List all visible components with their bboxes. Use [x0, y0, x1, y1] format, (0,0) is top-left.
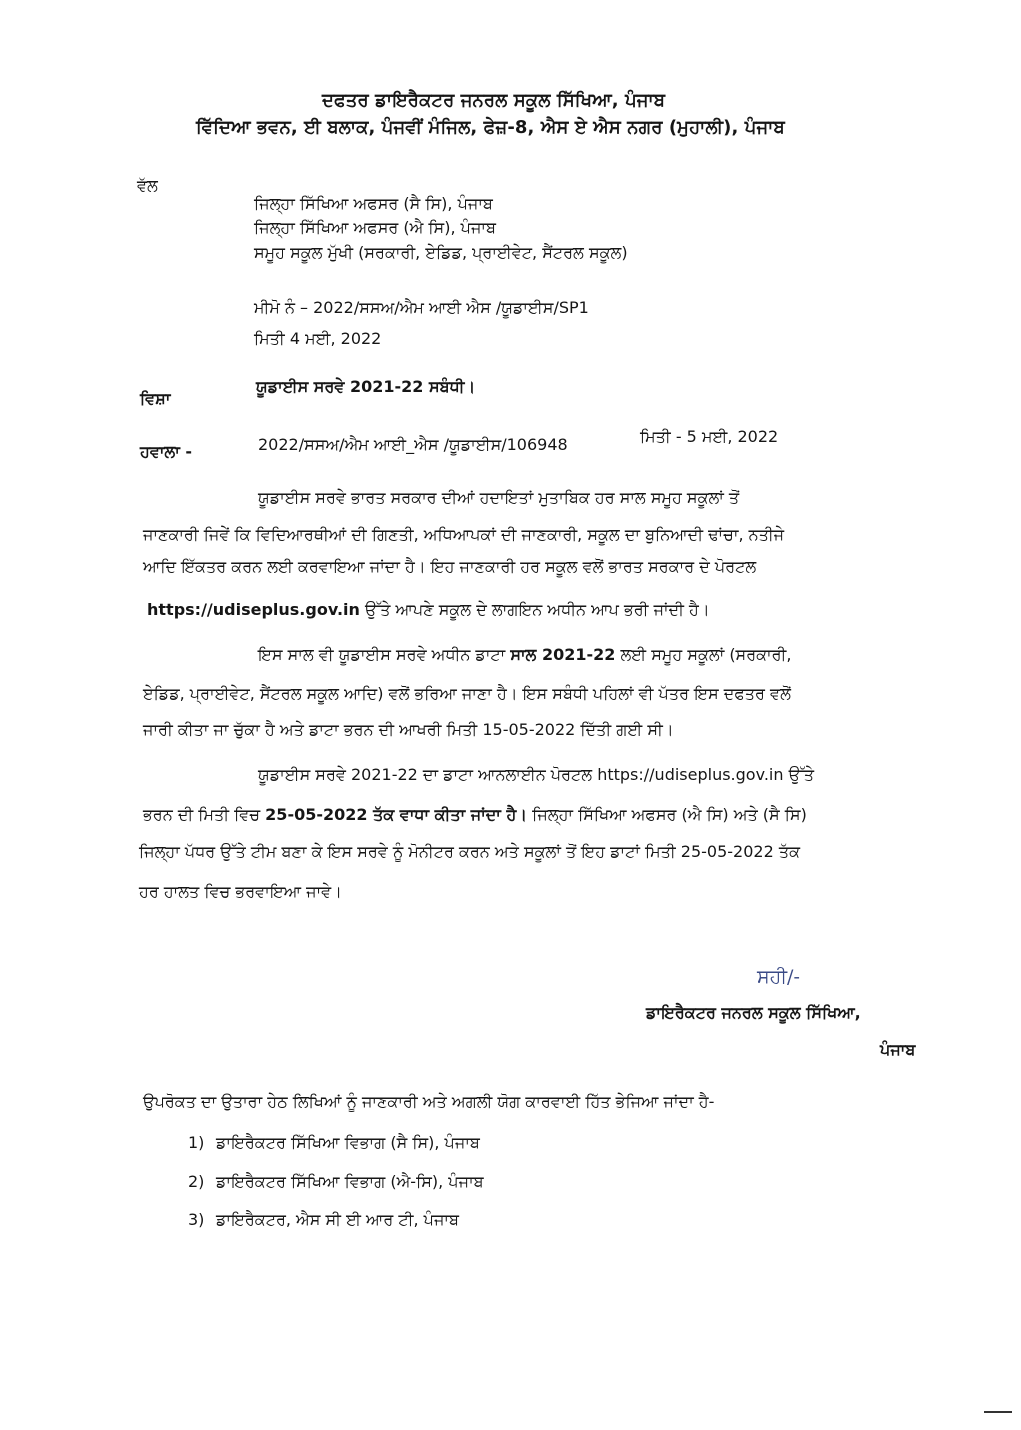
signatory-state: ਪੰਜਾਬ — [880, 1040, 916, 1059]
list-text: ਡਾਇਰੈਕਟਰ ਸਿੱਖਿਆ ਵਿਭਾਗ (ਸੈ ਸਿ), ਪੰਜਾਬ — [216, 1133, 480, 1152]
paragraph-3-text: ਭਰਨ ਦੀ ਮਿਤੀ ਵਿਚ — [143, 805, 266, 824]
recipient-line: ਜਿਲ੍ਹਾ ਸਿੱਖਿਆ ਅਫਸਰ (ਸੈ ਸਿ), ਪੰਜਾਬ — [254, 194, 493, 213]
paragraph-2-line — [258, 645, 791, 665]
copy-intro: ਉਪਰੋਕਤ ਦਾ ਉਤਾਰਾ ਹੇਠ ਲਿਖਿਆਂ ਨੂੰ ਜਾਣਕਾਰੀ ਅਤੇ ਅਗਲੀ ਯੋਗ ਕਾਰਵਾਈ ਹਿੱਤ ਭੇਜਿਆ ਜਾਂਦਾ ਹੈ- — [143, 1092, 715, 1111]
office-address: ਵਿੱਦਿਆ ਭਵਨ, ਈ ਬਲਾਕ, ਪੰਜਵੀਂ ਮੰਜਿਲ, ਫੇਜ਼-8, ਐਸ ਏ ਐਸ ਨਗਰ (ਮੁਹਾਲੀ), ਪੰਜਾਬ — [196, 117, 785, 138]
memo-date: ਮਿਤੀ 4 ਮਈ, 2022 — [254, 329, 382, 348]
memo-number: ਮੀਮੋ ਨੰ – 2022/ਸਸਅ/ਐਮ ਆਈ ਐਸ /ਯੂਡਾਈਸ/SP1 — [254, 298, 589, 317]
signature-mark: ਸਹੀ/- — [757, 966, 800, 988]
reference-date: ਮਿਤੀ - 5 ਮਈ, 2022 — [640, 427, 779, 446]
list-item — [188, 1172, 484, 1192]
portal-url: https://udiseplus.gov.in — [147, 600, 360, 619]
paragraph-2-text: ਇਸ ਸਾਲ ਵੀ ਯੂਡਾਈਸ ਸਰਵੇ ਅਧੀਨ ਡਾਟਾ — [258, 645, 511, 664]
paragraph-3-line — [143, 805, 807, 825]
list-text: ਡਾਇਰੈਕਟਰ, ਐਸ ਸੀ ਈ ਆਰ ਟੀ, ਪੰਜਾਬ — [216, 1210, 459, 1229]
scan-artifact-line — [984, 1411, 1012, 1413]
office-title: ਦਫਤਰ ਡਾਇਰੈਕਟਰ ਜਨਰਲ ਸਕੂਲ ਸਿੱਖਿਆ, ਪੰਜਾਬ — [322, 90, 666, 111]
list-number: 1) — [188, 1133, 205, 1152]
list-number: 2) — [188, 1172, 205, 1191]
paragraph-2-text: ਲਈ ਸਮੂਹ ਸਕੂਲਾਂ (ਸਰਕਾਰੀ, — [615, 645, 792, 664]
paragraph-3-line: ਜਿਲ੍ਹਾ ਪੱਧਰ ਉੱਤੇ ਟੀਮ ਬਣਾ ਕੇ ਇਸ ਸਰਵੇ ਨੂੰ ਮੋਨੀਟਰ ਕਰਨ ਅਤੇ ਸਕੂਲਾਂ ਤੋਂ ਇਹ ਡਾਟਾਂ ਮਿਤੀ 25-05-2022 ਤੱਕ — [139, 842, 801, 861]
paragraph-3-line: ਯੂਡਾਈਸ ਸਰਵੇ 2021-22 ਦਾ ਡਾਟਾ ਆਨਲਾਈਨ ਪੋਰਟਲ https://udiseplus.gov.in ਉੱਤੇ — [258, 765, 814, 784]
recipient-line: ਸਮੂਹ ਸਕੂਲ ਮੁੱਖੀ (ਸਰਕਾਰੀ, ਏਡਿਡ, ਪ੍ਰਾਈਵੇਟ, ਸੈਂਟਰਲ ਸਕੂਲ) — [254, 243, 628, 262]
signatory-title: ਡਾਇਰੈਕਟਰ ਜਨਰਲ ਸਕੂਲ ਸਿੱਖਿਆ, — [646, 1003, 861, 1022]
paragraph-3-text: ਜਿਲ੍ਹਾ ਸਿੱਖਿਆ ਅਫਸਰ (ਐ ਸਿ) ਅਤੇ (ਸੈ ਸਿ) — [527, 805, 807, 824]
paragraph-1-line: ਯੂਡਾਈਸ ਸਰਵੇ ਭਾਰਤ ਸਰਕਾਰ ਦੀਆਂ ਹਦਾਇਤਾਂ ਮੁਤਾਬਿਕ ਹਰ ਸਾਲ ਸਮੂਹ ਸਕੂਲਾਂ ਤੋਂ — [258, 488, 740, 507]
list-item — [188, 1133, 480, 1153]
paragraph-3-deadline: 25-05-2022 ਤੱਕ ਵਾਧਾ ਕੀਤਾ ਜਾਂਦਾ ਹੈ। — [265, 805, 528, 824]
paragraph-2-year: ਸਾਲ 2021-22 — [510, 645, 616, 664]
paragraph-3-line: ਹਰ ਹਾਲਤ ਵਿਚ ਭਰਵਾਇਆ ਜਾਵੇ। — [139, 882, 342, 901]
recipient-line: ਜਿਲ੍ਹਾ ਸਿੱਖਿਆ ਅਫਸਰ (ਐ ਸਿ), ਪੰਜਾਬ — [254, 218, 496, 237]
list-text: ਡਾਇਰੈਕਟਰ ਸਿੱਖਿਆ ਵਿਭਾਗ (ਐ-ਸਿ), ਪੰਜਾਬ — [216, 1172, 484, 1191]
list-item — [188, 1210, 459, 1230]
subject-label: ਵਿਸ਼ਾ — [140, 389, 171, 408]
to-label: ਵੱਲ — [137, 176, 158, 195]
paragraph-1-line: ਆਦਿ ਇੱਕਤਰ ਕਰਨ ਲਈ ਕਰਵਾਇਆ ਜਾਂਦਾ ਹੈ। ਇਹ ਜਾਣਕਾਰੀ ਹਰ ਸਕੂਲ ਵਲੋਂ ਭਾਰਤ ਸਰਕਾਰ ਦੇ ਪੋਰਟਲ — [143, 557, 757, 576]
paragraph-2-line: ਜਾਰੀ ਕੀਤਾ ਜਾ ਚੁੱਕਾ ਹੈ ਅਤੇ ਡਾਟਾ ਭਰਨ ਦੀ ਆਖਰੀ ਮਿਤੀ 15-05-2022 ਦਿੱਤੀ ਗਈ ਸੀ। — [143, 720, 674, 739]
paragraph-1-line — [147, 600, 710, 620]
list-number: 3) — [188, 1210, 205, 1229]
paragraph-1-line: ਜਾਣਕਾਰੀ ਜਿਵੇਂ ਕਿ ਵਿਦਿਆਰਥੀਆਂ ਦੀ ਗਿਣਤੀ, ਅਧਿਆਪਕਾਂ ਦੀ ਜਾਣਕਾਰੀ, ਸਕੂਲ ਦਾ ਬੁਨਿਆਦੀ ਢਾਂਚਾ, ਨਤੀਜੇ — [143, 525, 785, 544]
paragraph-1-end: ਉੱਤੇ ਆਪਣੇ ਸਕੂਲ ਦੇ ਲਾਗਇਨ ਅਧੀਨ ਆਪ ਭਰੀ ਜਾਂਦੀ ਹੈ। — [359, 600, 710, 619]
reference-number: 2022/ਸਸਅ/ਐਮ ਆਈ_ਐਸ /ਯੂਡਾਈਸ/106948 — [258, 435, 568, 454]
subject-text: ਯੂਡਾਈਸ ਸਰਵੇ 2021-22 ਸਬੰਧੀ। — [256, 377, 476, 396]
reference-label: ਹਵਾਲਾ - — [140, 442, 193, 461]
paragraph-2-line: ਏਡਿਡ, ਪ੍ਰਾਈਵੇਟ, ਸੈਂਟਰਲ ਸਕੂਲ ਆਦਿ) ਵਲੋਂ ਭਰਿਆ ਜਾਣਾ ਹੈ। ਇਸ ਸਬੰਧੀ ਪਹਿਲਾਂ ਵੀ ਪੱਤਰ ਇਸ ਦਫਤਰ ਵਲੋਂ — [143, 684, 791, 703]
